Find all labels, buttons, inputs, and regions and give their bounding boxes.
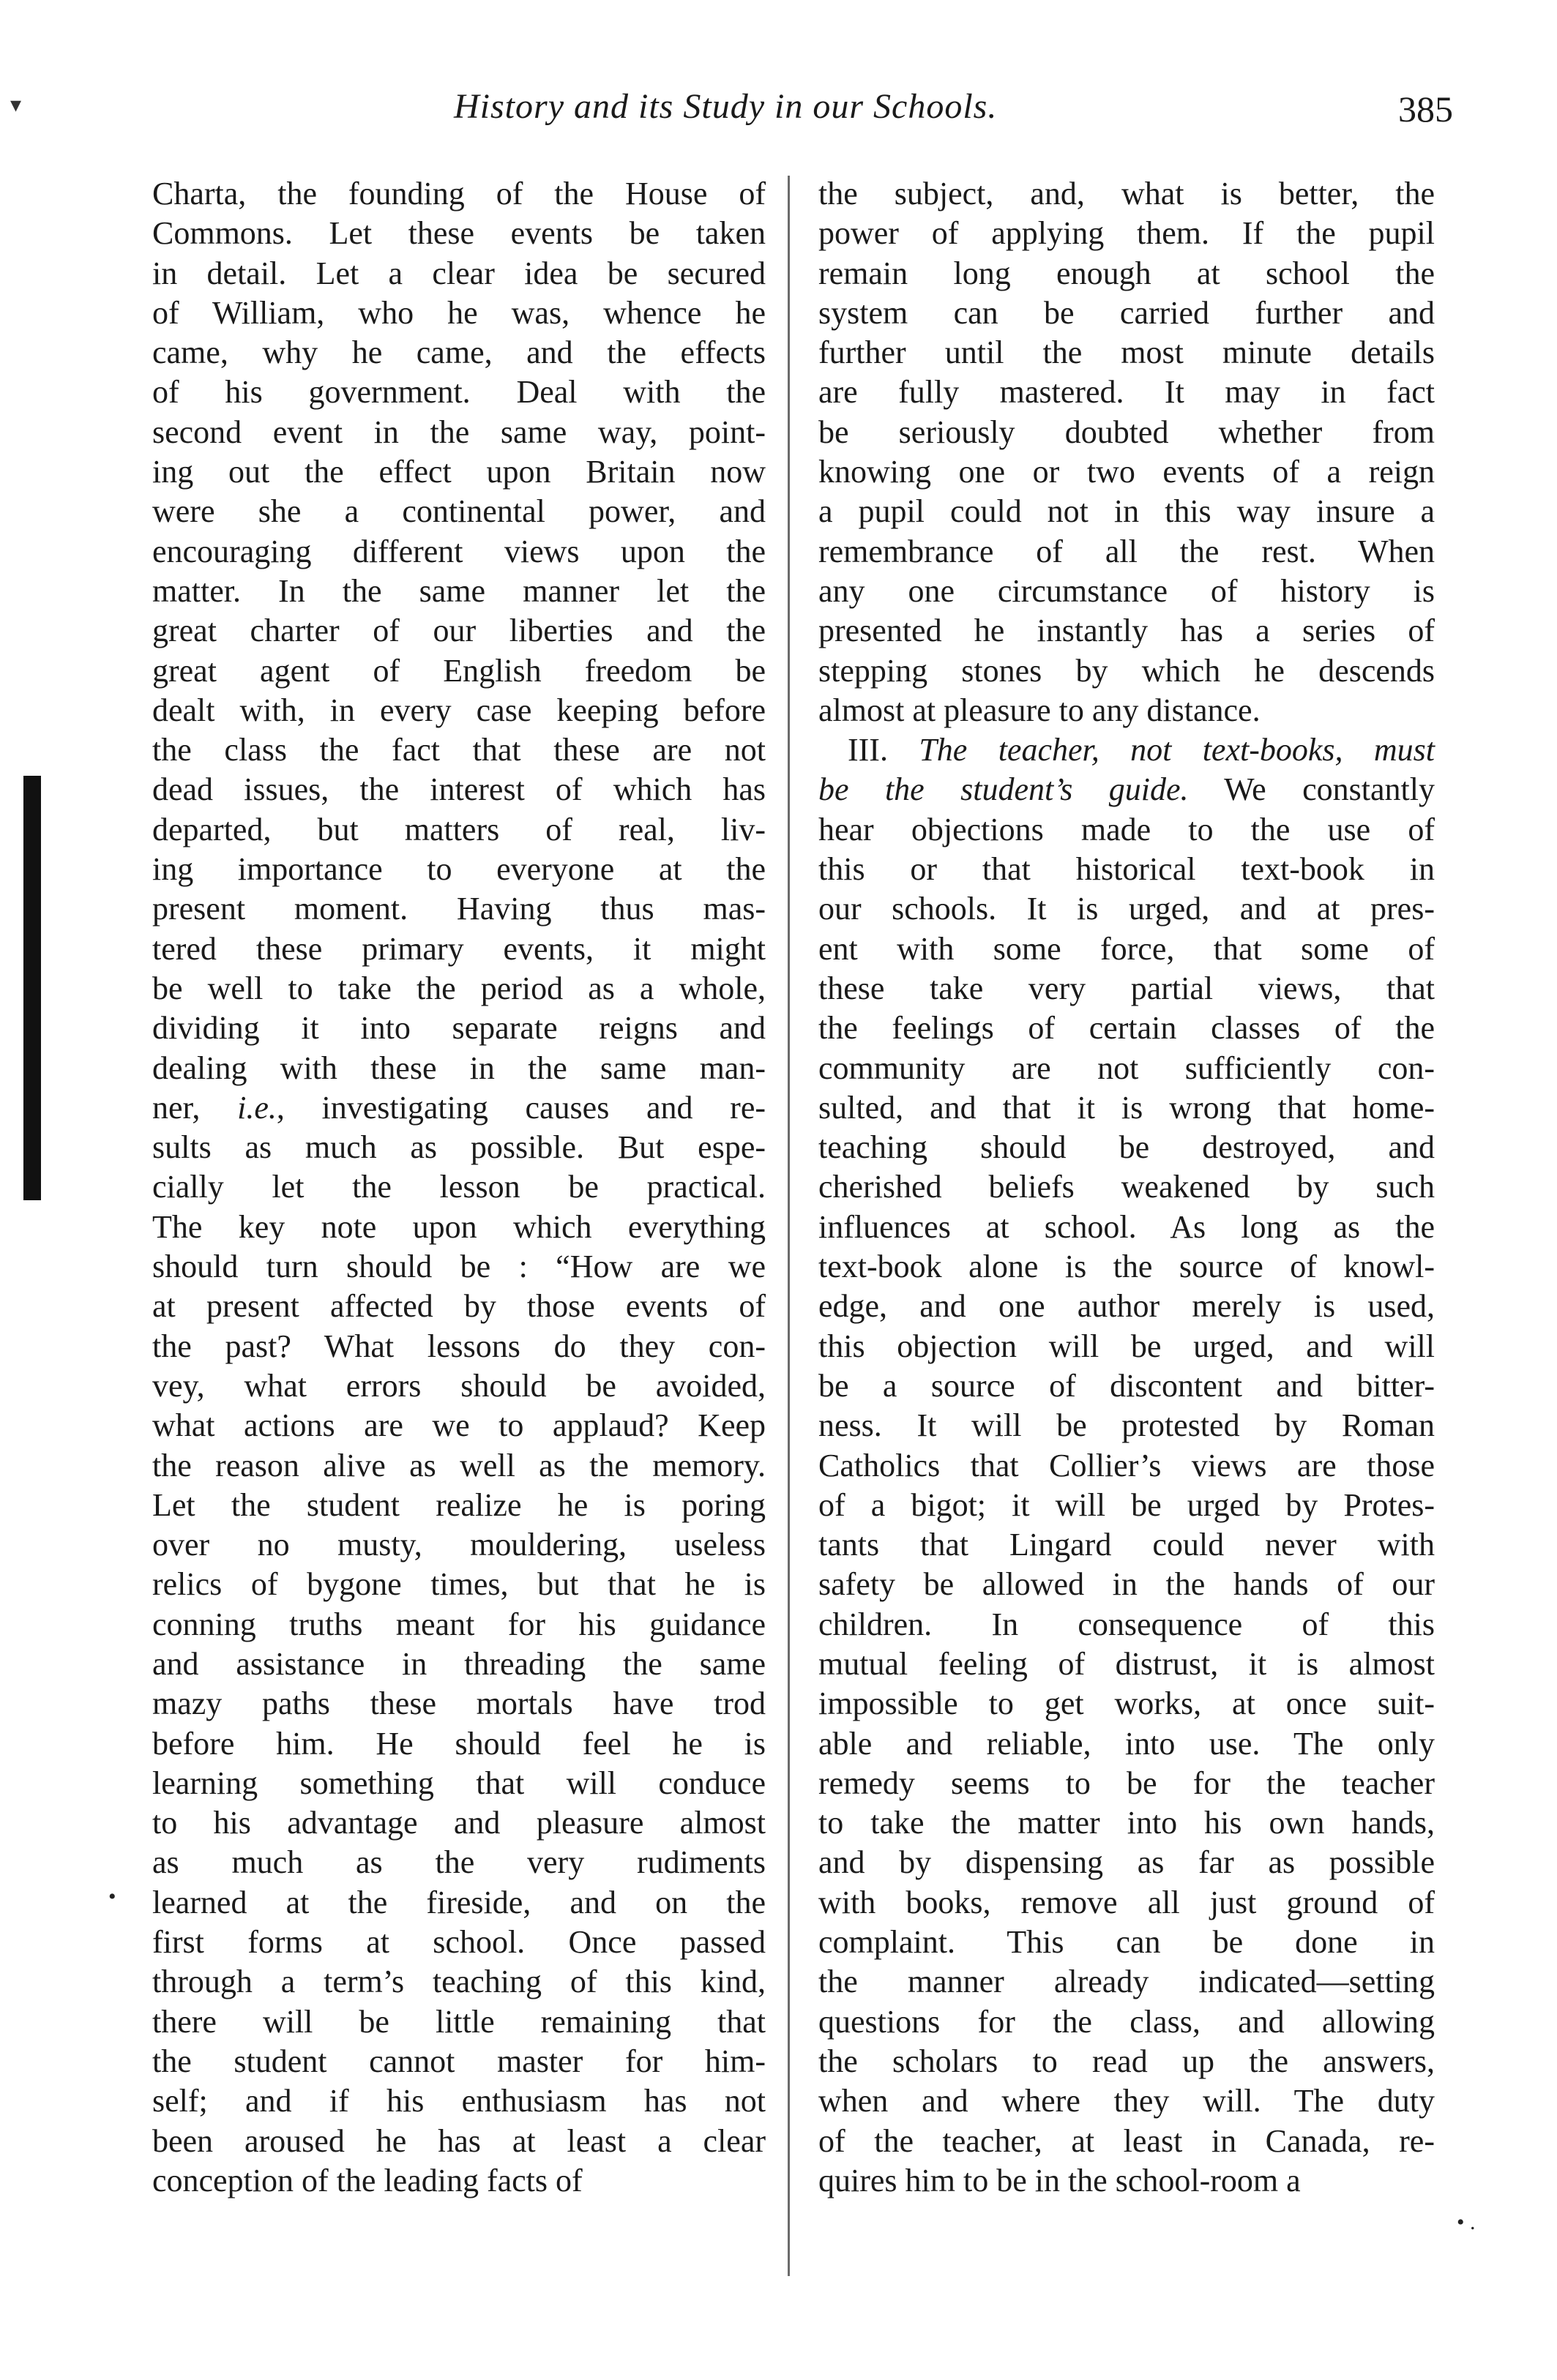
text-line: be a source of discontent and bitter- <box>818 1367 1435 1404</box>
text-line: dealt with, in every case keeping before <box>152 692 766 728</box>
text-line: safety be allowed in the hands of our <box>818 1566 1435 1603</box>
text-line: of the teacher, at least in Canada, re- <box>818 2122 1435 2159</box>
running-head <box>0 86 1557 138</box>
text-line: over no musty, mouldering, useless <box>152 1527 766 1563</box>
text-line: departed, but matters of real, liv- <box>152 811 766 847</box>
text-line: the past? What lessons do they con- <box>152 1328 766 1364</box>
text-line: stepping stones by which he descends <box>818 652 1435 689</box>
text-line: of William, who he was, whence he <box>152 294 766 331</box>
text-line: Catholics that Collier’s views are those <box>818 1447 1435 1483</box>
text-line: III. The teacher, not text-books, must <box>848 732 1435 768</box>
text-line: ner, i.e., investigating causes and re- <box>152 1089 766 1126</box>
text-line: when and where they will. The duty <box>818 2083 1435 2119</box>
text-line: sulted, and that it is wrong that home- <box>818 1089 1435 1126</box>
text-line: been aroused he has at least a clear <box>152 2122 766 2159</box>
text-line: mutual feeling of distrust, it is almost <box>818 1645 1435 1682</box>
text-line: dividing it into separate reigns and <box>152 1010 766 1047</box>
text-line: self; and if his enthusiasm has not <box>152 2083 766 2119</box>
text-line: great agent of English freedom be <box>152 652 766 689</box>
corner-arrow-mark: ▾ <box>10 93 22 117</box>
text-line: ness. It will be protested by Roman <box>818 1407 1435 1444</box>
text-line: remedy seems to be for the teacher <box>818 1765 1435 1801</box>
text-line: through a term’s teaching of this kind, <box>152 1964 766 2000</box>
text-line: ent with some force, that some of <box>818 930 1435 967</box>
text-line: ing out the effect upon Britain now <box>152 454 766 490</box>
text-line: the class the fact that these are not <box>152 732 766 768</box>
text-line: text-book alone is the source of knowl- <box>818 1249 1435 1285</box>
text-line: remembrance of all the rest. When <box>818 533 1435 569</box>
text-line: be the student’s guide. We constantly <box>818 771 1435 808</box>
text-line: at present affected by those events of <box>152 1288 766 1325</box>
text-line: a pupil could not in this way insure a <box>818 493 1435 530</box>
text-line: Let the student realize he is poring <box>152 1486 766 1523</box>
text-line: presented he instantly has a series of <box>818 613 1435 649</box>
text-line: vey, what errors should be avoided, <box>152 1367 766 1404</box>
text-line: power of applying them. If the pupil <box>818 215 1435 252</box>
text-line: The key note upon which everything <box>152 1208 766 1245</box>
text-line: to his advantage and pleasure almost <box>152 1805 766 1841</box>
text-line: present moment. Having thus mas- <box>152 891 766 927</box>
text-line: matter. In the same manner let the <box>152 572 766 609</box>
text-line: first forms at school. Once passed <box>152 1924 766 1961</box>
text-line: influences at school. As long as the <box>818 1208 1435 1245</box>
text-line: dead issues, the interest of which has <box>152 771 766 808</box>
text-line: these take very partial views, that <box>818 970 1435 1006</box>
text-line: remain long enough at school the <box>818 255 1435 291</box>
text-line: Charta, the founding of the House of <box>152 176 766 212</box>
stray-dot-right: • . <box>1457 2210 1476 2234</box>
text-line: be well to take the period as a whole, <box>152 970 766 1006</box>
text-line: conception of the leading facts of <box>152 2162 583 2198</box>
text-line: and assistance in threading the same <box>152 1645 766 1682</box>
text-line: almost at pleasure to any distance. <box>818 692 1261 728</box>
text-line: ing importance to everyone at the <box>152 851 766 888</box>
page-number: 385 <box>1398 89 1453 130</box>
text-line: conning truths meant for his guidance <box>152 1606 766 1642</box>
column-rule <box>788 176 790 2276</box>
text-line: with books, remove all just ground of <box>818 1884 1435 1920</box>
text-line: be seriously doubted whether from <box>818 413 1435 450</box>
text-line: the reason alive as well as the memory. <box>152 1447 766 1483</box>
text-line: impossible to get works, at once suit- <box>818 1685 1435 1722</box>
text-line: learned at the fireside, and on the <box>152 1884 766 1920</box>
left-text-column <box>152 174 766 2201</box>
text-line: cherished beliefs weakened by such <box>818 1169 1435 1205</box>
text-line: as much as the very rudiments <box>152 1844 766 1881</box>
text-line: Commons. Let these events be taken <box>152 215 766 252</box>
text-line: cially let the lesson be practical. <box>152 1169 766 1205</box>
italic-heading-text: i.e. <box>237 1089 277 1126</box>
text-line: great charter of our liberties and the <box>152 613 766 649</box>
text-line: edge, and one author merely is used, <box>818 1288 1435 1325</box>
text-line: in detail. Let a clear idea be secured <box>152 255 766 291</box>
text-line: the student cannot master for him- <box>152 2043 766 2079</box>
margin-scan-bar <box>23 776 41 1200</box>
text-line: and by dispensing as far as possible <box>818 1844 1435 1881</box>
text-line: there will be little remaining that <box>152 2003 766 2040</box>
text-line: to take the matter into his own hands, <box>818 1805 1435 1841</box>
text-line: system can be carried further and <box>818 294 1435 331</box>
text-line: quires him to be in the school-room a <box>818 2162 1301 2198</box>
text-line: teaching should be destroyed, and <box>818 1129 1435 1166</box>
text-line: second event in the same way, point- <box>152 413 766 450</box>
text-line: sults as much as possible. But espe- <box>152 1129 766 1166</box>
text-line: tants that Lingard could never with <box>818 1527 1435 1563</box>
text-line: able and reliable, into use. The only <box>818 1725 1435 1762</box>
text-line: of a bigot; it will be urged by Protes- <box>818 1486 1435 1523</box>
text-line: the scholars to read up the answers, <box>818 2043 1435 2079</box>
text-line: knowing one or two events of a reign <box>818 454 1435 490</box>
text-line: community are not sufficiently con- <box>818 1049 1435 1086</box>
stray-dot-left: • <box>108 1885 116 1909</box>
text-line: questions for the class, and allowing <box>818 2003 1435 2040</box>
text-line: hear objections made to the use of <box>818 811 1435 847</box>
text-line: our schools. It is urged, and at pres- <box>818 891 1435 927</box>
text-line: the subject, and, what is better, the <box>818 176 1435 212</box>
text-line: were she a continental power, and <box>152 493 766 530</box>
text-line: relics of bygone times, but that he is <box>152 1566 766 1603</box>
text-line: further until the most minute details <box>818 334 1435 371</box>
text-line: complaint. This can be done in <box>818 1924 1435 1961</box>
text-line: tered these primary events, it might <box>152 930 766 967</box>
text-line: what actions are we to applaud? Keep <box>152 1407 766 1444</box>
text-line: any one circumstance of history is <box>818 572 1435 609</box>
text-line: this objection will be urged, and will <box>818 1328 1435 1364</box>
text-line: before him. He should feel he is <box>152 1725 766 1762</box>
text-line: should turn should be : “How are we <box>152 1249 766 1285</box>
running-title: History and its Study in our Schools. <box>454 87 998 126</box>
text-line: learning something that will conduce <box>152 1765 766 1801</box>
text-line: dealing with these in the same man- <box>152 1049 766 1086</box>
italic-heading-text: The teacher, not text-books, must <box>919 732 1435 768</box>
italic-heading-text: be the student’s guide. <box>818 771 1189 808</box>
right-text-column <box>818 174 1435 2201</box>
text-line: the feelings of certain classes of the <box>818 1010 1435 1047</box>
text-line: mazy paths these mortals have trod <box>152 1685 766 1722</box>
text-line: children. In consequence of this <box>818 1606 1435 1642</box>
text-line: this or that historical text-book in <box>818 851 1435 888</box>
text-line: the manner already indicated—setting <box>818 1964 1435 2000</box>
text-line: encouraging different views upon the <box>152 533 766 569</box>
text-line: of his government. Deal with the <box>152 374 766 411</box>
text-line: came, why he came, and the effects <box>152 334 766 371</box>
text-line: are fully mastered. It may in fact <box>818 374 1435 411</box>
